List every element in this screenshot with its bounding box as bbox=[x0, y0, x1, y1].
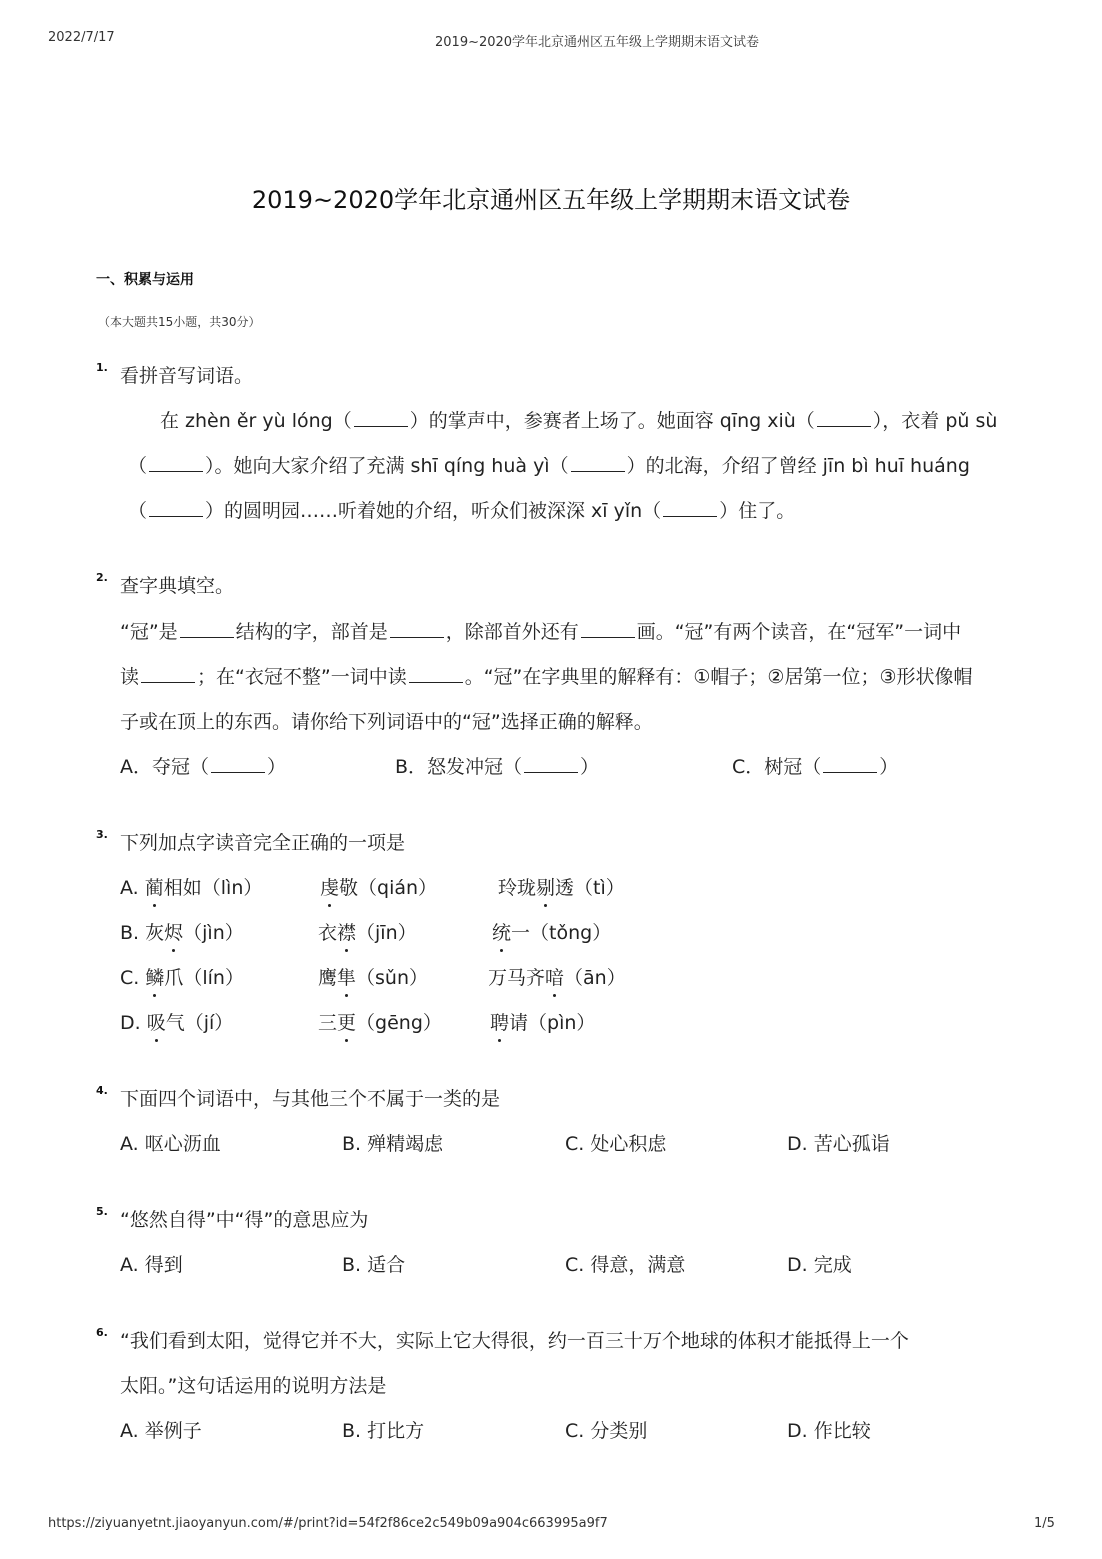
answer-blank[interactable] bbox=[354, 412, 408, 427]
option-b: B．怒发冲冠（ ） bbox=[395, 756, 600, 778]
answer-blank[interactable] bbox=[524, 758, 578, 773]
question-number: 5. bbox=[96, 1205, 108, 1218]
answer-blank[interactable] bbox=[571, 457, 625, 472]
answer-blank[interactable] bbox=[817, 412, 871, 427]
answer-blank[interactable] bbox=[211, 758, 265, 773]
option-d-item-1[interactable]: D. 吸气（jí） bbox=[120, 1008, 233, 1035]
option-a: A．夺冠（ ） bbox=[120, 756, 287, 778]
answer-blank[interactable] bbox=[663, 502, 717, 517]
section-heading: 一、积累与运用 bbox=[96, 272, 194, 288]
answer-blank[interactable] bbox=[149, 457, 203, 472]
print-date: 2022/7/17 bbox=[48, 30, 115, 45]
answer-blank[interactable] bbox=[180, 623, 234, 638]
option-b-item-1[interactable]: B. 灰烬（jìn） bbox=[120, 918, 244, 945]
option-b[interactable]: B. 殚精竭虑 bbox=[342, 1133, 444, 1155]
print-header-title: 2019~2020学年北京通州区五年级上学期期末语文试卷 bbox=[435, 35, 760, 50]
answer-blank[interactable] bbox=[409, 668, 463, 683]
option-d[interactable]: D. 作比较 bbox=[787, 1420, 871, 1442]
question-stem: “我们看到太阳，觉得它并不大，实际上它大得很，约一百三十万个地球的体积才能抵得上一个 bbox=[120, 1330, 909, 1352]
dotted-char: 喑 bbox=[545, 963, 564, 990]
question-stem: “悠然自得”中“得”的意思应为 bbox=[120, 1209, 369, 1231]
question-number: 6. bbox=[96, 1326, 108, 1339]
option-a[interactable]: A. 呕心沥血 bbox=[120, 1133, 221, 1155]
question-stem-continued: 太阳。”这句话运用的说明方法是 bbox=[120, 1375, 387, 1397]
question-number: 1. bbox=[96, 361, 108, 374]
question-stem: 下列加点字读音完全正确的一项是 bbox=[120, 832, 406, 854]
question-line: 读 ；在“衣冠不整”一词中读 。“冠”在字典里的解释有：①帽子；②居第一位；③形状像帽 bbox=[120, 666, 973, 688]
dotted-char: 吸 bbox=[147, 1008, 166, 1035]
option-d[interactable]: D. 苦心孤诣 bbox=[787, 1133, 890, 1155]
section-note: （本大题共15小题，共30分） bbox=[98, 315, 261, 329]
option-c-item-3[interactable]: 万马齐喑（ān） bbox=[488, 963, 626, 990]
option-a[interactable]: A. 举例子 bbox=[120, 1420, 202, 1442]
dotted-char: 烬 bbox=[164, 918, 183, 945]
dotted-char: 隼 bbox=[337, 963, 356, 990]
question-line: 在 zhèn ěr yù lóng（ ）的掌声中，参赛者上场了。她面容 qīng xiù（ ），衣着 pǔ sù bbox=[160, 410, 998, 432]
question-number: 2. bbox=[96, 571, 108, 584]
option-a[interactable]: A. 得到 bbox=[120, 1254, 183, 1276]
option-c-item-2[interactable]: 鹰隼（sǔn） bbox=[318, 963, 428, 990]
dotted-char: 蔺 bbox=[145, 873, 164, 900]
option-b-item-3[interactable]: 统一（tǒng） bbox=[492, 918, 611, 945]
option-c[interactable]: C. 得意，满意 bbox=[565, 1254, 686, 1276]
answer-blank[interactable] bbox=[823, 758, 877, 773]
dotted-char: 虔 bbox=[320, 873, 339, 900]
option-b[interactable]: B. 适合 bbox=[342, 1254, 406, 1276]
option-c[interactable]: C. 处心积虑 bbox=[565, 1133, 667, 1155]
option-b-item-2[interactable]: 衣襟（jīn） bbox=[318, 918, 417, 945]
dotted-char: 鳞 bbox=[145, 963, 164, 990]
question-stem: 查字典填空。 bbox=[120, 575, 235, 597]
dotted-char: 更 bbox=[337, 1008, 356, 1035]
dotted-char: 襟 bbox=[337, 918, 356, 945]
dotted-char: 聘 bbox=[490, 1008, 509, 1035]
option-b[interactable]: B. 打比方 bbox=[342, 1420, 425, 1442]
answer-blank[interactable] bbox=[581, 623, 635, 638]
option-d-item-3[interactable]: 聘请（pìn） bbox=[490, 1008, 595, 1035]
page-number: 1/5 bbox=[1034, 1516, 1055, 1531]
question-stem: 下面四个词语中，与其他三个不属于一类的是 bbox=[120, 1088, 501, 1110]
dotted-char: 剔 bbox=[536, 873, 555, 900]
option-a-item-2[interactable]: 虔敬（qián） bbox=[320, 873, 437, 900]
option-c-item-1[interactable]: C. 鳞爪（lín） bbox=[120, 963, 244, 990]
print-url[interactable]: https://ziyuanyetnt.jiaoyanyun.com/#/print?id=54f2f86ce2c549b09a904c663995a9f7 bbox=[48, 1516, 608, 1531]
question-line: “冠”是 结构的字，部首是 ，除部首外还有 画。“冠”有两个读音，在“冠军”一词中 bbox=[120, 621, 962, 643]
answer-blank[interactable] bbox=[390, 623, 444, 638]
page-title: 2019~2020学年北京通州区五年级上学期期末语文试卷 bbox=[251, 186, 851, 214]
dotted-char: 统 bbox=[492, 918, 511, 945]
option-a-item-1[interactable]: A. 蔺相如（lìn） bbox=[120, 873, 262, 900]
question-stem: 看拼音写词语。 bbox=[120, 365, 254, 387]
question-line: （ ）。她向大家介绍了充满 shī qíng huà yì（ ）的北海，介绍了曾经 jīn bì huī huáng bbox=[128, 455, 970, 477]
question-number: 4. bbox=[96, 1084, 108, 1097]
option-d[interactable]: D. 完成 bbox=[787, 1254, 852, 1276]
question-line: （ ）的圆明园……听着她的介绍，听众们被深深 xī yǐn（ ）住了。 bbox=[128, 500, 796, 522]
answer-blank[interactable] bbox=[149, 502, 203, 517]
question-line: 子或在顶上的东西。请你给下列词语中的“冠”选择正确的解释。 bbox=[120, 711, 653, 733]
option-c: C．树冠（ ） bbox=[732, 756, 899, 778]
option-a-item-3[interactable]: 玲珑剔透（tì） bbox=[498, 873, 625, 900]
answer-blank[interactable] bbox=[141, 668, 195, 683]
option-d-item-2[interactable]: 三更（gēng） bbox=[318, 1008, 442, 1035]
question-number: 3. bbox=[96, 828, 108, 841]
option-c[interactable]: C. 分类别 bbox=[565, 1420, 648, 1442]
